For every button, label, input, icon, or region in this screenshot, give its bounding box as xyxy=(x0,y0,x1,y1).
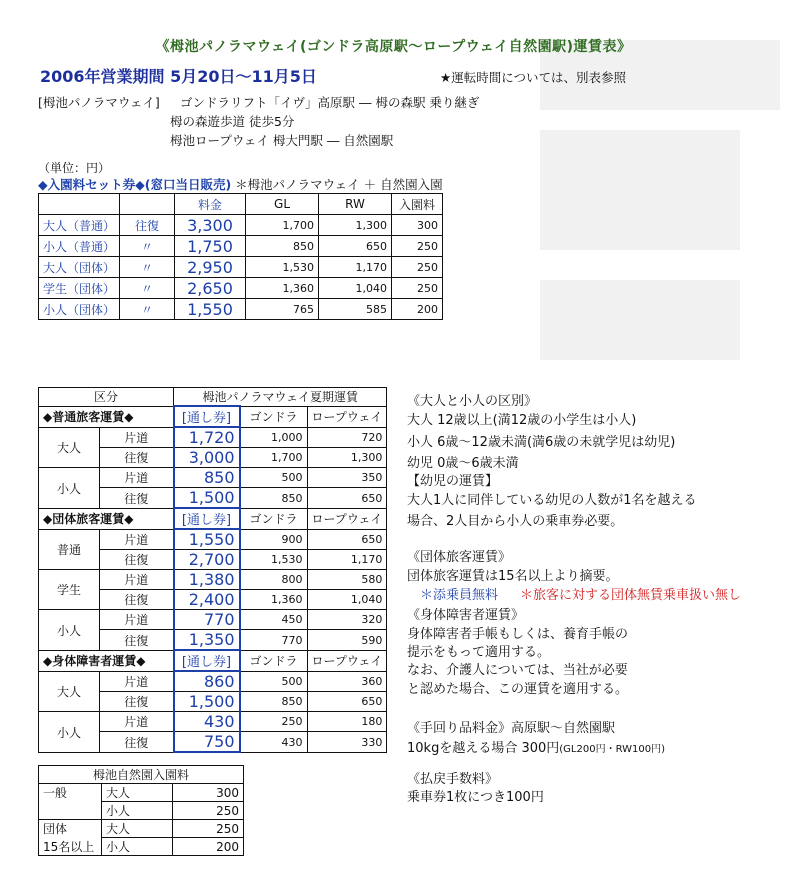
header-summer-title: 栂池パノラマウェイ夏期運賃 xyxy=(174,388,387,407)
section-group: ◆団体旅客運賃◆ xyxy=(39,508,174,529)
table-row: 往復 2,700 1,530 1,170 xyxy=(39,550,387,570)
set-ticket-table xyxy=(38,193,443,320)
refund-line: 乗車券1枚につき100円 xyxy=(407,790,544,805)
table-row: 往復 1,350 770 590 xyxy=(39,630,387,651)
table-row: 小人 片道 430 250 180 xyxy=(39,712,387,732)
col-entry: 入園料 xyxy=(392,194,443,215)
disabled-fare-line-2: 提示をもって適用する。 xyxy=(407,645,551,660)
table-row: 大人 片道 860 500 360 xyxy=(39,671,387,692)
baggage-breakdown: (GL200円・RW100円) xyxy=(559,744,666,755)
group-escort-free: ＊添乗員無料 xyxy=(420,588,499,603)
infant-fare-title: 【幼児の運賃】 xyxy=(407,474,499,489)
table-row: 大人 片道 1,720 1,000 720 xyxy=(39,427,387,448)
infant-fare-line-1: 大人1人に同伴している幼児の人数が1名を越える xyxy=(407,493,697,508)
refund-title: 《払戻手数料》 xyxy=(407,772,499,787)
section-regular: ◆普通旅客運賃◆ xyxy=(39,406,174,427)
group-no-free-ride: ＊旅客に対する団体無賃乗車扱い無し xyxy=(520,588,742,603)
table-row: 小人（普通） 〃 1,750 850 650 250 xyxy=(39,236,443,257)
adult-definition: 大人 12歳以上(満12歳の小学生は小人) xyxy=(407,413,637,428)
table-row: 往復 3,000 1,700 1,300 xyxy=(39,448,387,468)
infant-fare-line-2: 場合、2人目から小人の乗車券必要。 xyxy=(407,514,624,529)
col-gl: GL xyxy=(246,194,319,215)
route-line-2: 栂の森遊歩道 徒歩5分 xyxy=(170,114,295,129)
set-ticket-label-blue: ◆入園料セット券◆(窓口当日販売) xyxy=(38,177,232,192)
table-row: 小人（団体） 〃 1,550 765 585 200 xyxy=(39,299,443,320)
disabled-fare-line-4: と認めた場合、この運賃を適用する。 xyxy=(407,682,629,697)
background-ghost-2 xyxy=(540,130,740,250)
table-row: 大人（普通） 往復 3,300 1,700 1,300 300 xyxy=(39,215,443,236)
disabled-fare-line-3: なお、介護人については、当社が必要 xyxy=(407,663,628,678)
unit-label: （単位：円） xyxy=(38,161,111,175)
baggage-fee: 10kgを越える場合 300円 xyxy=(407,741,560,756)
group-fare-title: 《団体旅客運賃》 xyxy=(407,550,512,565)
table-row: 往復 2,400 1,360 1,040 xyxy=(39,590,387,610)
child-definition: 小人 6歳～12歳未満(満6歳の未就学児は幼児) xyxy=(407,435,676,450)
nature-park-title: 栂池自然園入園料 xyxy=(39,766,244,784)
table-row: 普通 片道 1,550 900 650 xyxy=(39,529,387,550)
operating-hours-note: ★運転時間については、別表参照 xyxy=(440,70,626,85)
background-ghost-3 xyxy=(540,280,740,360)
nature-park-table xyxy=(38,765,244,856)
table-row: 大人（団体） 〃 2,950 1,530 1,170 250 xyxy=(39,257,443,278)
baggage-line xyxy=(407,737,665,756)
route-line-1: ゴンドラリフト「イヴ」高原駅 ― 栂の森駅 乗り継ぎ xyxy=(180,95,480,110)
route-line-3: 栂池ロープウェイ 栂大門駅 ― 自然園駅 xyxy=(170,133,394,148)
header-kubun: 区分 xyxy=(39,388,174,407)
col-fee: 料金 xyxy=(175,194,246,215)
section-disabled: ◆身体障害者運賃◆ xyxy=(39,650,174,671)
table-row: 往復 1,500 850 650 xyxy=(39,488,387,509)
table-row: 小人 250 xyxy=(39,802,244,820)
table-row: 往復 1,500 850 650 xyxy=(39,692,387,712)
table-row: 団体 大人 250 xyxy=(39,820,244,838)
table-row: 学生（団体） 〃 2,650 1,360 1,040 250 xyxy=(39,278,443,299)
group-fare-line-1: 団体旅客運賃は15名以上より摘要。 xyxy=(407,569,619,584)
table-row: 往復 750 430 330 xyxy=(39,732,387,753)
col-rw: RW xyxy=(319,194,392,215)
table-row: 小人 片道 850 500 350 xyxy=(39,468,387,488)
adult-child-title: 《大人と小人の区別》 xyxy=(407,394,538,409)
summer-fare-table: 区分 栂池パノラマウェイ夏期運賃 ◆普通旅客運賃◆ [通し券] ゴンドラ ロープウェイ 大人 片道 1,720 1,000 720 往復 3,000 1,700 1,300 小人 片道 850 500 350 往復 1,500 850 650 ◆団体旅客運賃◆ [通し券] ゴンドラ ロープウェイ 普通 片道 1,550 900 650 往復 2,700 1,530 1,170 学生 片道 1,380 800 580 往復 2,400 1,360 1,040 小人 片道 770 450 320 往復 1,350 770 590 ◆身体障害者運賃◆ [通し券] ゴンドラ ロープウェイ 大人 片道 860 500 360 往復 1,500 850 650 小人 片道 430 250 180 往復 750 430 330 xyxy=(38,387,387,753)
infant-definition: 幼児 0歳～6歳未満 xyxy=(407,456,519,471)
table-row: 学生 片道 1,380 800 580 xyxy=(39,570,387,590)
set-ticket-label xyxy=(38,175,443,193)
page-title: 《栂池パノラマウェイ(ゴンドラ高原駅～ロープウェイ自然園駅)運賃表》 xyxy=(155,39,632,55)
baggage-title: 《手回り品料金》高原駅～自然園駅 xyxy=(407,721,616,736)
table-row: 一般 大人 300 xyxy=(39,784,244,802)
table-row: 小人 片道 770 450 320 xyxy=(39,610,387,630)
route-label: [栂池パノラマウェイ] xyxy=(38,95,160,110)
operating-period: 2006年営業期間 5月20日～11月5日 xyxy=(40,67,317,86)
disabled-fare-line-1: 身体障害者手帳もしくは、養育手帳の xyxy=(407,627,629,642)
set-ticket-label-rest: ＊栂池パノラマウェイ ＋ 自然園入園 xyxy=(235,177,443,192)
disabled-fare-title: 《身体障害者運賃》 xyxy=(407,608,525,623)
table-row: 15名以上 小人 200 xyxy=(39,838,244,856)
